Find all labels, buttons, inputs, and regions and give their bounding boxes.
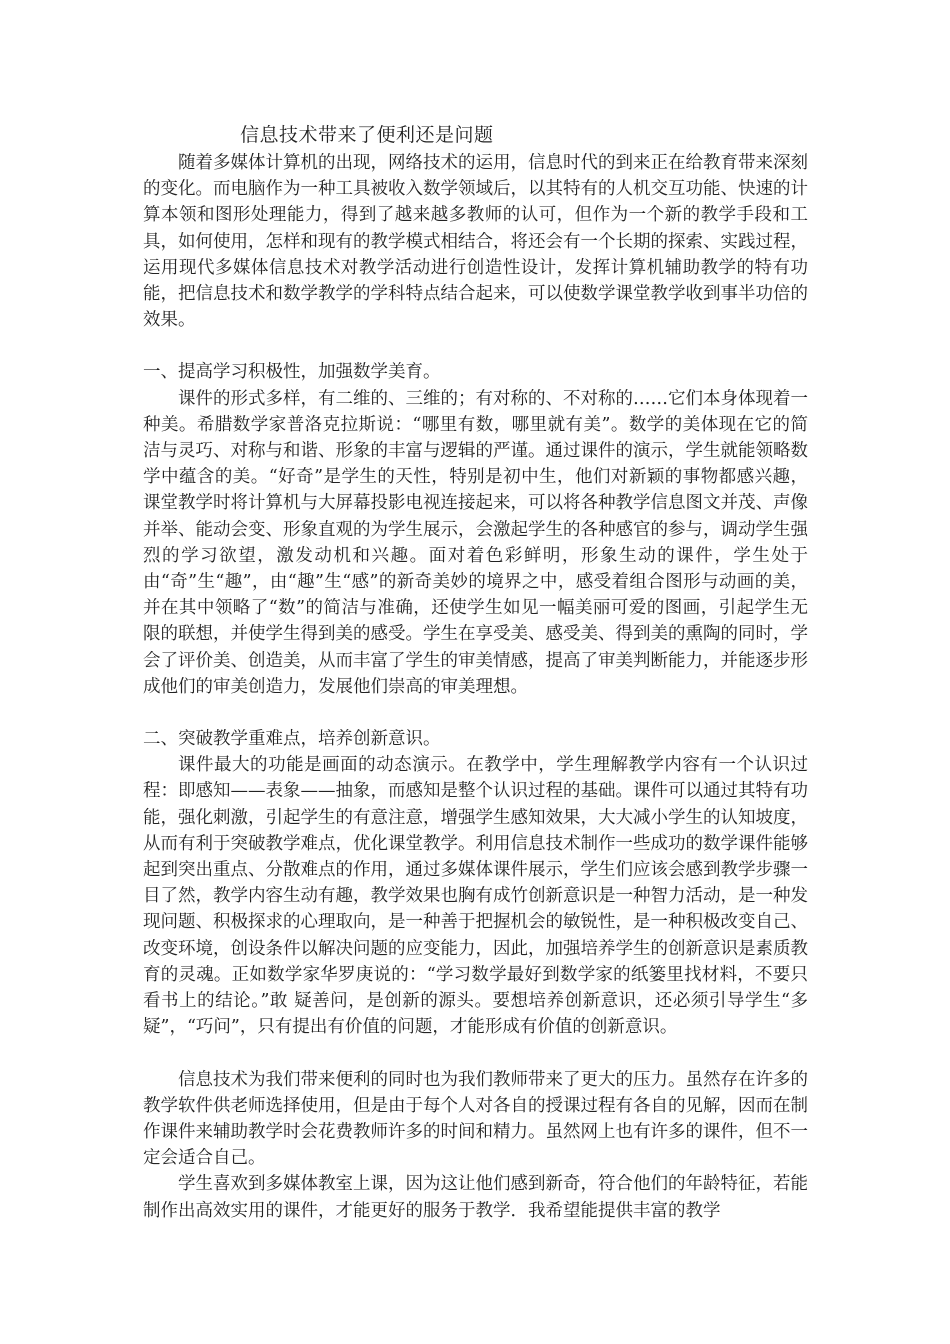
section-2-paragraph: 课件最大的功能是画面的动态演示。在教学中，学生理解教学内容有一个认识过程：即感知——表象——抽象，而感知是整个认识过程的基础。课件可以通过其特有功能，强化刺激，引起学生的有意注意，增强学生感知效果，大大减小学生的认知坡度，从而有利于突破教学难点，优化课堂教学。利用信息技术制作一些成功的数学课件能够起到突出重点、分散难点的作用，通过多媒体课件展示，学生们应该会感到教学步骤一目了然，教学内容生动有趣，教学效果也胸有成竹创新意识是一种智力活动，是一种发现问题、积极探求的心理取向，是一种善于把握机会的敏锐性，是一种积极改变自己、改变环境，创设条件以解决问题的应变能力，因此，加强培养学生的创新意识是素质教育的灵魂。正如数学家华罗庚说的：“学习数学最好到数学家的纸篓里找材料，不要只看书上的结论。”敢 疑善问，是创新的源头。要想培养创新意识，还必须引导学生“多疑”，“巧问”，只有提出有价值的问题，才能形成有价值的创新意识。 [143,755,808,1038]
document-page [143,120,808,1224]
section-1-heading: 一、提高学习积极性，加强数学美育。 [143,362,441,383]
intro-paragraph: 随着多媒体计算机的出现，网络技术的运用，信息时代的到来正在给教育带来深刻的变化。而电脑作为一种工具被收入数学领域后，以其特有的人机交互功能、快速的计算本领和图形处理能力，得到了越来越多教师的认可，但作为一个新的教学手段和工具，如何使用，怎样和现有的教学模式相结合，将还会有一个长期的探索、实践过程，运用现代多媒体信息技术对教学活动进行创造性设计，发挥计算机辅助教学的特有功能，把信息技术和数学教学的学科特点结合起来，可以使数学课堂教学收到事半功倍的效果。 [143,153,808,331]
document-title: 信息技术带来了便利还是问题 [240,124,494,146]
closing-paragraph-1: 信息技术为我们带来便利的同时也为我们教师带来了更大的压力。虽然存在许多的教学软件供老师选择使用，但是由于每个人对各自的授课过程有各自的见解，因而在制作课件来辅助教学时会花费教师许多的时间和精力。虽然网上也有许多的课件，但不一定会适合自己。 [143,1069,808,1169]
paragraph-spacer [143,1041,808,1067]
closing-paragraph-2: 学生喜欢到多媒体教室上课，因为这让他们感到新奇，符合他们的年龄特征，若能制作出高效实用的课件，才能更好的服务于教学．我希望能提供丰富的教学 [143,1174,808,1221]
section-2-heading: 二、突破教学重难点，培养创新意识。 [143,729,441,750]
section-1-paragraph: 课件的形式多样，有二维的、三维的；有对称的、不对称的……它们本身体现着一种美。希腊数学家普洛克拉斯说：“哪里有数，哪里就有美”。数学的美体现在它的简洁与灵巧、对称与和谐、形象的丰富与逻辑的严谨。通过课件的演示，学生就能领略数学中蕴含的美。“好奇”是学生的天性，特别是初中生，他们对新颖的事物都感兴趣，课堂教学时将计算机与大屏幕投影电视连接起来，可以将各种教学信息图文并茂、声像并举、能动会变、形象直观的为学生展示，会激起学生的各种感官的参与，调动学生强烈的学习欲望，激发动机和兴趣。面对着色彩鲜明，形象生动的课件，学生处于由“奇”生“趣”，由“趣”生“感”的新奇美妙的境界之中，感受着组合图形与动画的美，并在其中领略了“数”的简洁与准确，还使学生如见一幅美丽可爱的图画，引起学生无限的联想，并使学生得到美的感受。学生在享受美、感受美、得到美的熏陶的同时，学会了评价美、创造美，从而丰富了学生的审美情感，提高了审美判断能力，并能逐步形成他们的审美创造力，发展他们崇高的审美理想。 [143,388,808,697]
